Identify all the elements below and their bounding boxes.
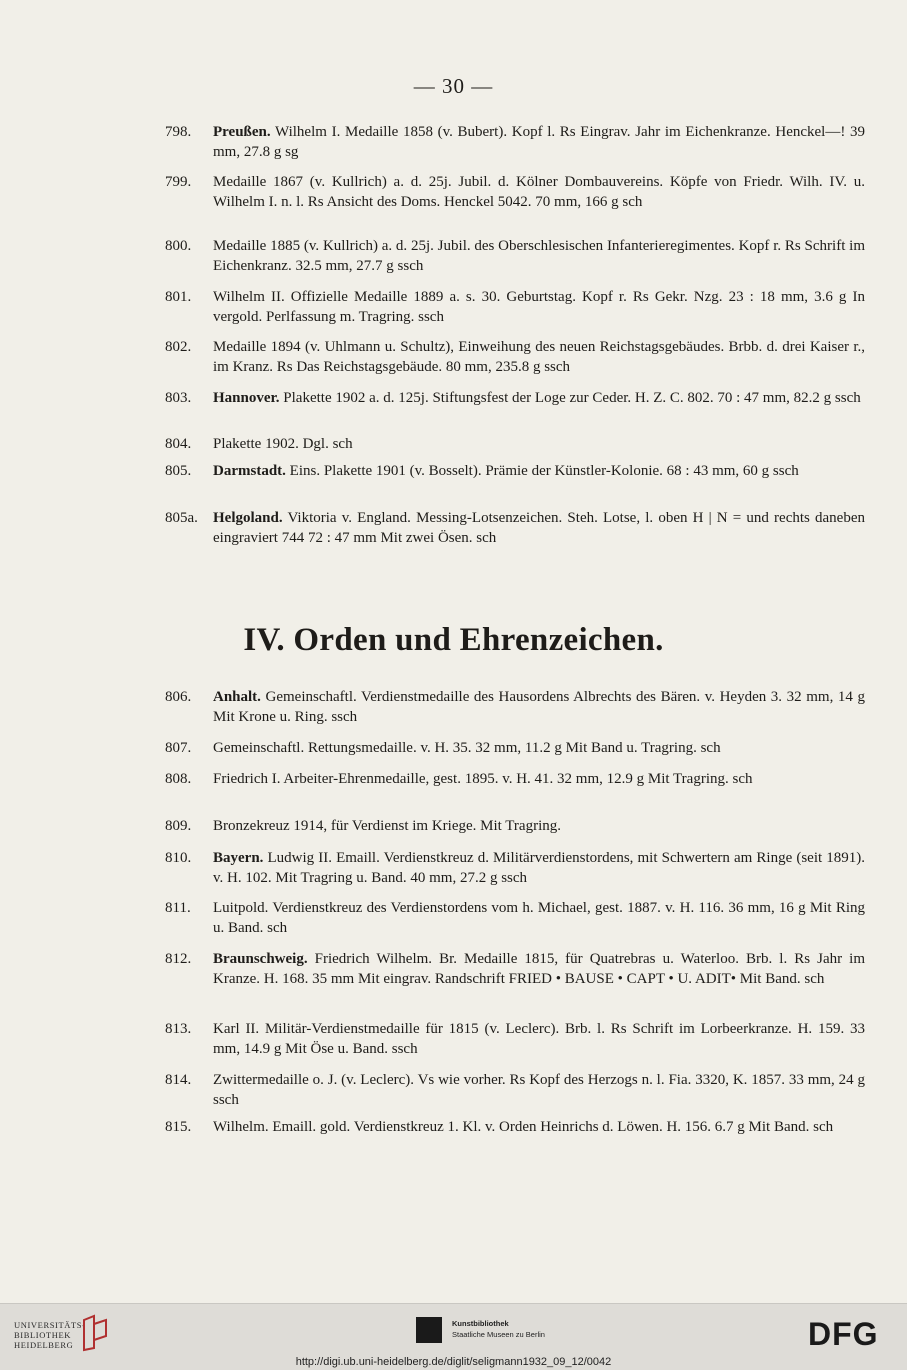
viewer-footer bbox=[0, 1303, 907, 1370]
entry-text: Medaille 1885 (v. Kullrich) a. d. 25j. Jubil. des Oberschlesischen Infanterieregimentes. Kopf r. Rs Schrift im Eichenkranz. 32.5 mm, 27.7 g ssch bbox=[213, 238, 865, 274]
dfg-logo[interactable]: DFG bbox=[808, 1316, 879, 1352]
entry-text: Medaille 1894 (v. Uhlmann u. Schultz), Einweihung des neuen Reichstagsgebäudes. Brbb. d. drei Kaiser r., im Kranz. Rs Das Reichstagsgebäude. 80 mm, 235.8 g ssch bbox=[213, 339, 865, 375]
entry-803 bbox=[165, 389, 865, 409]
entry-text: Bronzekreuz 1914, für Verdienst im Kriege. Mit Tragring. bbox=[213, 818, 561, 834]
entry-number: 800. bbox=[165, 238, 192, 254]
entry-799 bbox=[165, 173, 865, 212]
entry-heading: Preußen. bbox=[213, 124, 271, 140]
entry-805a bbox=[165, 509, 865, 548]
kunstbibliothek-logo-icon[interactable] bbox=[416, 1317, 442, 1343]
entry-808 bbox=[165, 770, 865, 790]
entry-809 bbox=[165, 817, 865, 837]
entry-number: 811. bbox=[165, 900, 191, 916]
entry-text: Wilhelm. Emaill. gold. Verdienstkreuz 1. Kl. v. Orden Heinrichs d. Löwen. H. 156. 6.7 g Mit Band. sch bbox=[213, 1119, 834, 1135]
kunstbibliothek-subtitle: Staatliche Museen zu Berlin bbox=[452, 1330, 545, 1339]
entry-number: 806. bbox=[165, 689, 192, 705]
entry-804 bbox=[165, 435, 865, 455]
entry-number: 803. bbox=[165, 390, 192, 406]
entry-814 bbox=[165, 1071, 865, 1110]
entry-number: 801. bbox=[165, 289, 192, 305]
kunstbibliothek-name: Kunstbibliothek bbox=[452, 1319, 509, 1328]
entry-heading: Braunschweig. bbox=[213, 951, 308, 967]
permalink-url[interactable]: http://digi.ub.uni-heidelberg.de/diglit/seligmann1932_09_12/0042 bbox=[295, 1356, 612, 1368]
entry-807 bbox=[165, 739, 865, 759]
entry-number: 810. bbox=[165, 850, 192, 866]
entry-806 bbox=[165, 688, 865, 727]
ub-logo-line3: HEIDELBERG bbox=[14, 1340, 74, 1350]
ub-heidelberg-logo[interactable] bbox=[14, 1320, 86, 1350]
entry-text: Wilhelm II. Offizielle Medaille 1889 a. s. 30. Geburtstag. Kopf r. Rs Gekr. Nzg. 23 : 18 mm, 3.6 g In vergold. Perlfassung m. Tragring. ssch bbox=[213, 289, 865, 325]
entry-812 bbox=[165, 950, 865, 989]
entry-number: 804. bbox=[165, 436, 192, 452]
kunstbibliothek-label bbox=[452, 1318, 545, 1340]
ub-logo-icon bbox=[80, 1314, 110, 1352]
entry-text: Luitpold. Verdienstkreuz des Verdienstordens vom h. Michael, gest. 1887. v. H. 116. 36 mm, 16 g Mit Ring u. Band. sch bbox=[213, 900, 865, 936]
entry-800 bbox=[165, 237, 865, 276]
entry-number: 809. bbox=[165, 818, 192, 834]
entry-801 bbox=[165, 288, 865, 327]
entry-text: Gemeinschaftl. Verdienstmedaille des Hausordens Albrechts des Bären. v. Heyden 3. 32 mm, 14 g Mit Krone u. Ring. ssch bbox=[213, 689, 865, 725]
entry-text: Plakette 1902 a. d. 125j. Stiftungsfest der Loge zur Ceder. H. Z. C. 802. 70 : 47 mm, 82.2 g ssch bbox=[279, 390, 861, 406]
entry-heading: Darmstadt. bbox=[213, 463, 286, 479]
entry-number: 805. bbox=[165, 463, 192, 479]
entry-802 bbox=[165, 338, 865, 377]
entry-text: Plakette 1902. Dgl. sch bbox=[213, 436, 353, 452]
ub-logo-line2: BIBLIOTHEK bbox=[14, 1330, 71, 1340]
entry-number: 813. bbox=[165, 1021, 192, 1037]
entry-text: Zwittermedaille o. J. (v. Leclerc). Vs wie vorher. Rs Kopf des Herzogs n. l. Fia. 3320, K. 1857. 33 mm, 24 g ssch bbox=[213, 1072, 865, 1108]
entry-number: 799. bbox=[165, 174, 192, 190]
entry-number: 812. bbox=[165, 951, 192, 967]
entry-heading: Helgoland. bbox=[213, 510, 283, 526]
entry-805 bbox=[165, 462, 865, 482]
entry-number: 807. bbox=[165, 740, 192, 756]
entry-text: Wilhelm I. Medaille 1858 (v. Bubert). Kopf l. Rs Eingrav. Jahr im Eichenkranze. Henckel—! 39 mm, 27.8 g sg bbox=[213, 124, 865, 160]
page-number: — 30 — bbox=[413, 74, 494, 98]
entry-810 bbox=[165, 849, 865, 888]
entry-heading: Hannover. bbox=[213, 390, 280, 406]
entry-text: Karl II. Militär-Verdienstmedaille für 1815 (v. Leclerc). Brb. l. Rs Schrift im Lorbeerkranze. H. 159. 33 mm, 14.9 g Mit Öse u. Band. ssch bbox=[213, 1021, 865, 1057]
entry-number: 802. bbox=[165, 339, 192, 355]
entry-text: Friedrich I. Arbeiter-Ehrenmedaille, gest. 1895. v. H. 41. 32 mm, 12.9 g Mit Tragring. sch bbox=[213, 771, 753, 787]
entry-number: 815. bbox=[165, 1119, 192, 1135]
entry-813 bbox=[165, 1020, 865, 1059]
entry-heading: Bayern. bbox=[213, 850, 264, 866]
entry-text: Viktoria v. England. Messing-Lotsenzeichen. Steh. Lotse, l. oben H | N = und rechts daneben eingraviert 744 72 : 47 mm Mit zwei Ösen. sch bbox=[213, 510, 865, 546]
entry-text: Medaille 1867 (v. Kullrich) a. d. 25j. Jubil. d. Kölner Dombauvereins. Köpfe von Friedr. Wilh. IV. u. Wilhelm I. n. l. Rs Ansicht des Doms. Henckel 5042. 70 mm, 166 g sch bbox=[213, 174, 865, 210]
entry-815 bbox=[165, 1118, 865, 1138]
section-title: IV. Orden und Ehrenzeichen. bbox=[243, 622, 664, 658]
entry-text: Friedrich Wilhelm. Br. Medaille 1815, für Quatrebras u. Waterloo. Brb. l. Rs Jahr im Kranze. H. 168. 35 mm Mit eingrav. Randschrift FRIED • BAUSE • CAPT • U. ADIT• Mit Band. sch bbox=[213, 951, 865, 987]
ub-logo-line1: UNIVERSITÄTS- bbox=[14, 1320, 86, 1330]
entry-text: Gemeinschaftl. Rettungsmedaille. v. H. 35. 32 mm, 11.2 g Mit Band u. Tragring. sch bbox=[213, 740, 721, 756]
entry-number: 814. bbox=[165, 1072, 192, 1088]
entry-number: 808. bbox=[165, 771, 192, 787]
entry-heading: Anhalt. bbox=[213, 689, 261, 705]
entry-798 bbox=[165, 123, 865, 162]
entry-number: 805a. bbox=[165, 510, 198, 526]
entry-number: 798. bbox=[165, 124, 192, 140]
entry-811 bbox=[165, 899, 865, 938]
entry-text: Eins. Plakette 1901 (v. Bosselt). Prämie der Künstler-Kolonie. 68 : 43 mm, 60 g ssch bbox=[285, 463, 799, 479]
entry-text: Ludwig II. Emaill. Verdienstkreuz d. Militärverdienstordens, mit Schwertern am Ringe (seit 1891). v. H. 102. Mit Tragring u. Band. 40 mm, 27.2 g ssch bbox=[213, 850, 865, 886]
